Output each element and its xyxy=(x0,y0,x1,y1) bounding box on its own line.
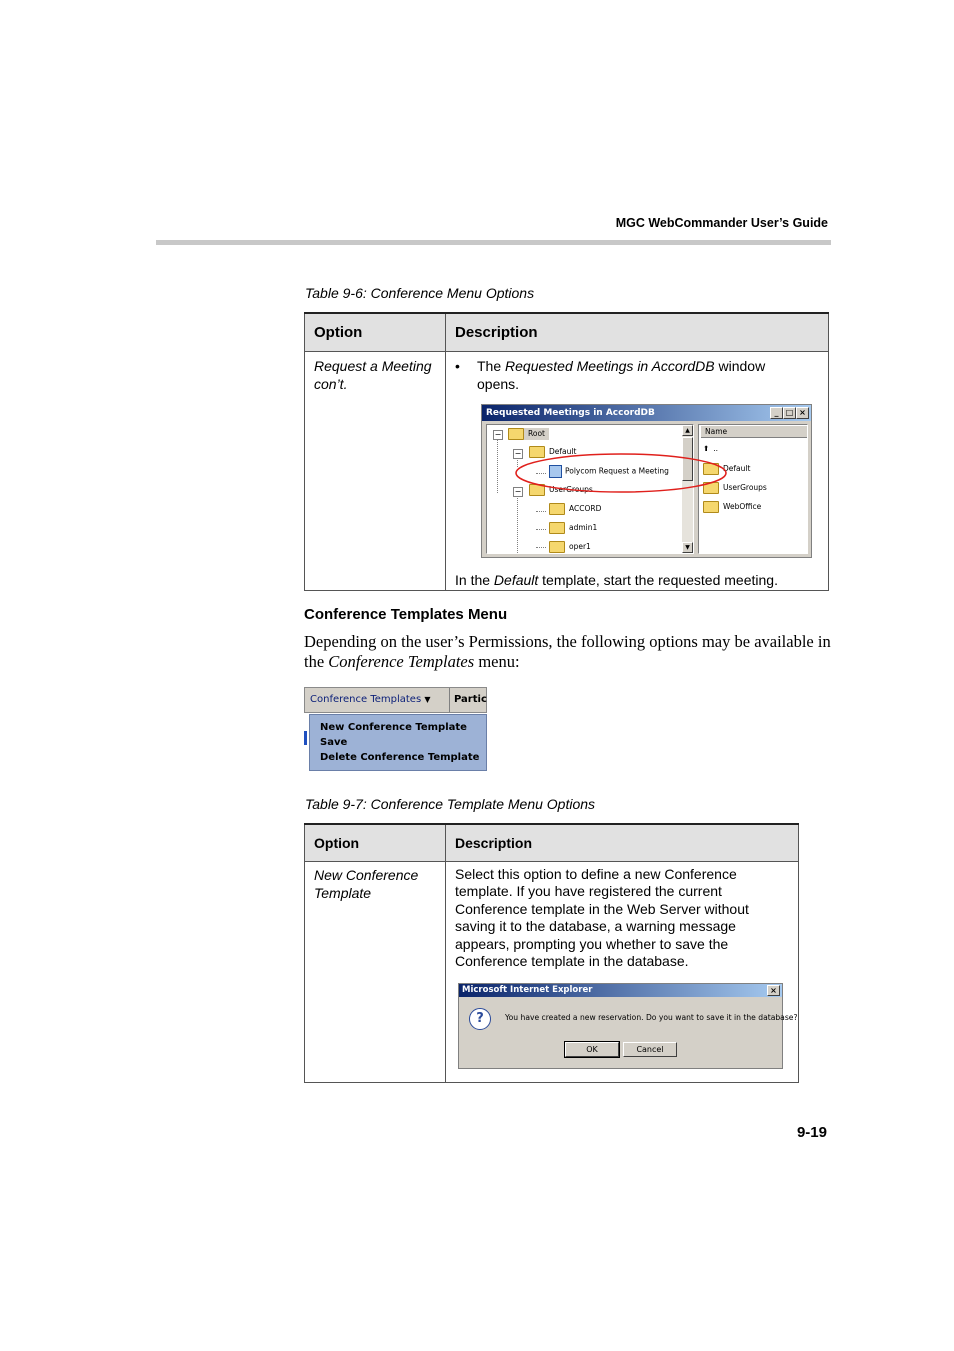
page-number: 9-19 xyxy=(796,1124,827,1141)
cancel-button[interactable]: Cancel xyxy=(623,1042,677,1057)
collapse-root-icon[interactable]: − xyxy=(494,430,502,439)
list-label: UserGroups xyxy=(723,483,767,492)
desc-text-post: window xyxy=(714,357,766,374)
desc-line: template. If you have registered the current xyxy=(455,883,722,900)
minimize-icon[interactable]: _ xyxy=(770,407,783,419)
after-text-italic: Default xyxy=(493,571,539,588)
menu-bar xyxy=(304,687,487,713)
option-cell xyxy=(305,861,446,1082)
option-cell xyxy=(305,351,446,590)
maximize-icon[interactable]: □ xyxy=(783,407,796,419)
dialog-message: You have created a new reservation. Do you want to save it in the database? xyxy=(505,1013,798,1022)
question-icon: ? xyxy=(469,1008,491,1030)
folder-icon xyxy=(549,541,565,553)
menu-item-new-conference-template[interactable]: New Conference Template xyxy=(320,722,467,733)
tree-label: Root xyxy=(528,429,545,438)
running-header: MGC WebCommander User’s Guide xyxy=(615,216,828,230)
close-icon[interactable]: × xyxy=(767,985,780,996)
conference-templates-menu-screenshot xyxy=(304,687,487,772)
option-name-line2: Template xyxy=(314,884,372,901)
menu-participants[interactable]: Partic xyxy=(454,694,487,705)
desc-line: saving it to the database, a warning message xyxy=(455,918,736,935)
section-heading: Conference Templates Menu xyxy=(304,606,508,623)
menu-dropdown xyxy=(309,714,487,771)
folder-icon xyxy=(703,501,719,513)
menu-label: Conference Templates xyxy=(310,694,422,705)
bullet-glyph: • xyxy=(455,357,460,374)
folder-icon xyxy=(549,522,565,534)
table-caption: Table 9-6: Conference Menu Options xyxy=(305,285,535,301)
desc-line: Select this option to define a new Conference xyxy=(455,865,737,882)
body-text-italic: Conference Templates xyxy=(328,652,475,671)
ok-button[interactable]: OK xyxy=(565,1042,619,1057)
option-name-line1: New Conference xyxy=(314,866,419,883)
tree-item-admin1[interactable] xyxy=(549,522,597,534)
tree-item-root[interactable] xyxy=(508,428,549,440)
column-header-option: Option xyxy=(305,313,446,351)
tree-label: Polycom Request a Meeting xyxy=(565,466,669,476)
after-screenshot-text xyxy=(455,571,819,589)
requested-meetings-window xyxy=(481,404,812,558)
desc-line: Conference template in the database. xyxy=(455,953,689,970)
tree-label: oper1 xyxy=(569,542,591,551)
section-body xyxy=(304,632,834,672)
window-title: Requested Meetings in AccordDB xyxy=(486,408,655,418)
table-caption-2: Table 9-7: Conference Template Menu Options xyxy=(305,796,596,812)
tree-label: UserGroups xyxy=(549,485,593,494)
dropdown-arrow-icon: ▼ xyxy=(424,695,431,704)
scroll-up-icon[interactable]: ▲ xyxy=(682,425,693,436)
tree-item-accord[interactable] xyxy=(549,503,601,515)
desc-window-name: Requested Meetings in AccordDB xyxy=(505,357,715,374)
up-arrow-icon: ⬆ xyxy=(703,444,710,453)
list-label: Default xyxy=(723,464,751,473)
tree-item-oper1[interactable] xyxy=(549,541,591,553)
dialog-title: Microsoft Internet Explorer xyxy=(462,985,593,995)
list-item-weboffice[interactable] xyxy=(703,501,761,513)
folder-icon xyxy=(549,503,565,515)
open-folder-icon xyxy=(508,428,524,440)
close-icon[interactable]: × xyxy=(796,407,809,419)
collapse-default-icon[interactable]: − xyxy=(514,449,522,458)
list-label: WebOffice xyxy=(723,502,762,511)
list-header-label: Name xyxy=(705,427,728,436)
scroll-down-icon[interactable]: ▼ xyxy=(682,542,693,553)
menu-item-save[interactable]: Save xyxy=(320,737,348,748)
desc-line: appears, prompting you whether to save the xyxy=(455,935,729,952)
tree-label: Default xyxy=(549,447,577,456)
tree-label: admin1 xyxy=(569,523,598,532)
highlight-ellipse xyxy=(514,453,729,495)
desc-text-line2: opens. xyxy=(477,375,520,392)
body-text-pre: Depending on the user’s Permissions, the following options may be available in the xyxy=(304,632,831,671)
option-name-line2: con’t. xyxy=(314,375,348,392)
after-text-pre: In the xyxy=(455,571,494,588)
desc-text-pre: The xyxy=(477,357,506,374)
ie-dialog xyxy=(458,983,798,1069)
menu-conference-templates[interactable] xyxy=(310,694,431,705)
menu-item-delete-conference-template[interactable]: Delete Conference Template xyxy=(320,752,480,763)
option-name-line1: Request a Meeting xyxy=(314,357,432,374)
tree-label: ACCORD xyxy=(569,504,602,513)
header-rule xyxy=(156,240,831,245)
window-titlebar xyxy=(482,405,811,421)
column-header-option: Option xyxy=(305,824,446,861)
desc-line: Conference template in the Web Server without xyxy=(455,900,749,917)
column-header-description: Description xyxy=(446,824,799,861)
body-text-post: menu: xyxy=(474,652,520,671)
collapse-usergroups-icon[interactable]: − xyxy=(514,487,522,496)
after-text-post: template, start the requested meeting. xyxy=(538,571,778,588)
list-label: .. xyxy=(713,444,719,453)
list-item-up[interactable] xyxy=(703,444,718,453)
column-header-description: Description xyxy=(446,313,829,351)
dialog-titlebar xyxy=(459,984,782,997)
bullet-item xyxy=(455,357,819,393)
list-column-header[interactable] xyxy=(701,426,807,438)
